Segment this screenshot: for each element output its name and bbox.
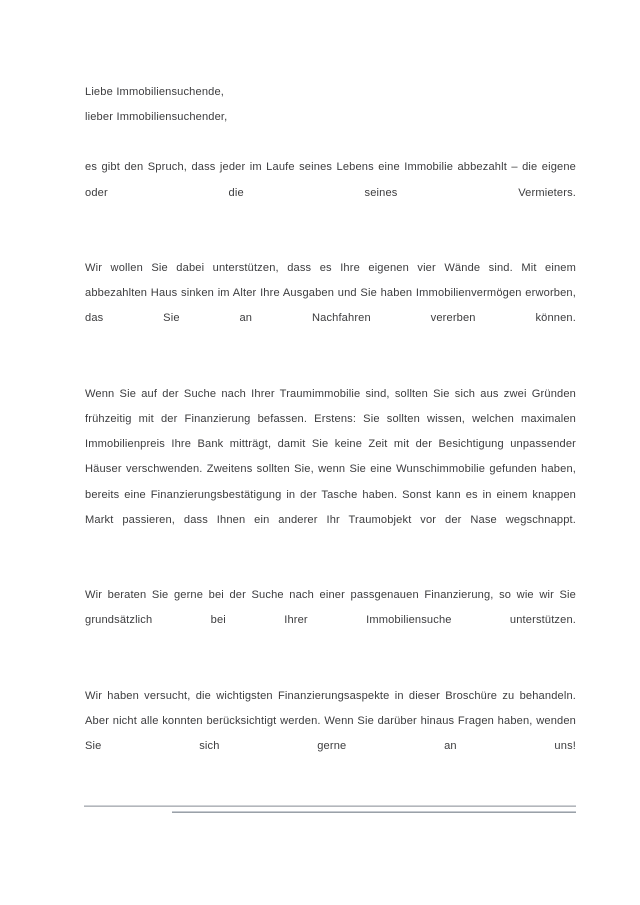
paragraph-broschuere: Wir haben versucht, die wichtigsten Finanzierungsaspekte in dieser Broschüre zu behandeln. Aber nicht alle konnten berücksichtigt werden. Wenn Sie darüber hinaus Fragen haben, wenden Sie sich gerne an uns! bbox=[85, 689, 576, 753]
paragraph-spacer-3 bbox=[85, 558, 576, 583]
paragraph-unterstuetzen: Wir wollen Sie dabei unterstützen, dass es Ihre eigenen vier Wände sind. Mit einem abbezahlten Haus sinken im Alter Ihre Ausgaben und Sie haben Immobilienvermögen erworben, das Sie an Nachfahren vererben können. bbox=[85, 262, 576, 325]
paragraph-spacer-2 bbox=[85, 357, 576, 382]
paragraph-traumimmobilie: Wenn Sie auf der Suche nach Ihrer Traumimmobilie sind, sollten Sie sich aus zwei Gründen frühzeitig mit der Finanzierung befassen. Erstens: Sie sollten wissen, welchen maximalen Immobilienpreis Ihre Bank mitträgt, damit Sie keine Zeit mit der Besichtigung unpassender Häuser verschwenden. Zweitens sollten Sie, wenn Sie eine Wunschimmobilie gefunden haben, bereits eine Finanzierungsbestätigung in der Tasche haben. Sonst kann es in einem knappen Markt passieren, dass Ihnen ein anderer Ihr Traumobjekt vor der Nase wegschnappt. bbox=[85, 387, 576, 526]
salutation-spacer bbox=[85, 130, 576, 155]
letter-body bbox=[85, 80, 576, 785]
paragraph-beratung: Wir beraten Sie gerne bei der Suche nach einer passgenauen Finanzierung, so wie wir Sie grundsätzlich bei Ihrer Immobiliensuche unterstützen. bbox=[85, 589, 576, 627]
salutation-line-1: Liebe Immobiliensuchende, bbox=[85, 86, 225, 98]
paragraph-spacer-4 bbox=[85, 659, 576, 684]
salutation-line-2: lieber Immobiliensuchender, bbox=[85, 111, 228, 124]
paragraph-spruch: es gibt den Spruch, dass jeder im Laufe seines Lebens eine Immobilie abbezahlt – die eigene oder die seines Vermieters. bbox=[85, 161, 576, 199]
paragraph-spacer-1 bbox=[85, 231, 576, 256]
signature-rule-upper bbox=[84, 805, 576, 807]
signature-rule-lower bbox=[172, 811, 576, 813]
